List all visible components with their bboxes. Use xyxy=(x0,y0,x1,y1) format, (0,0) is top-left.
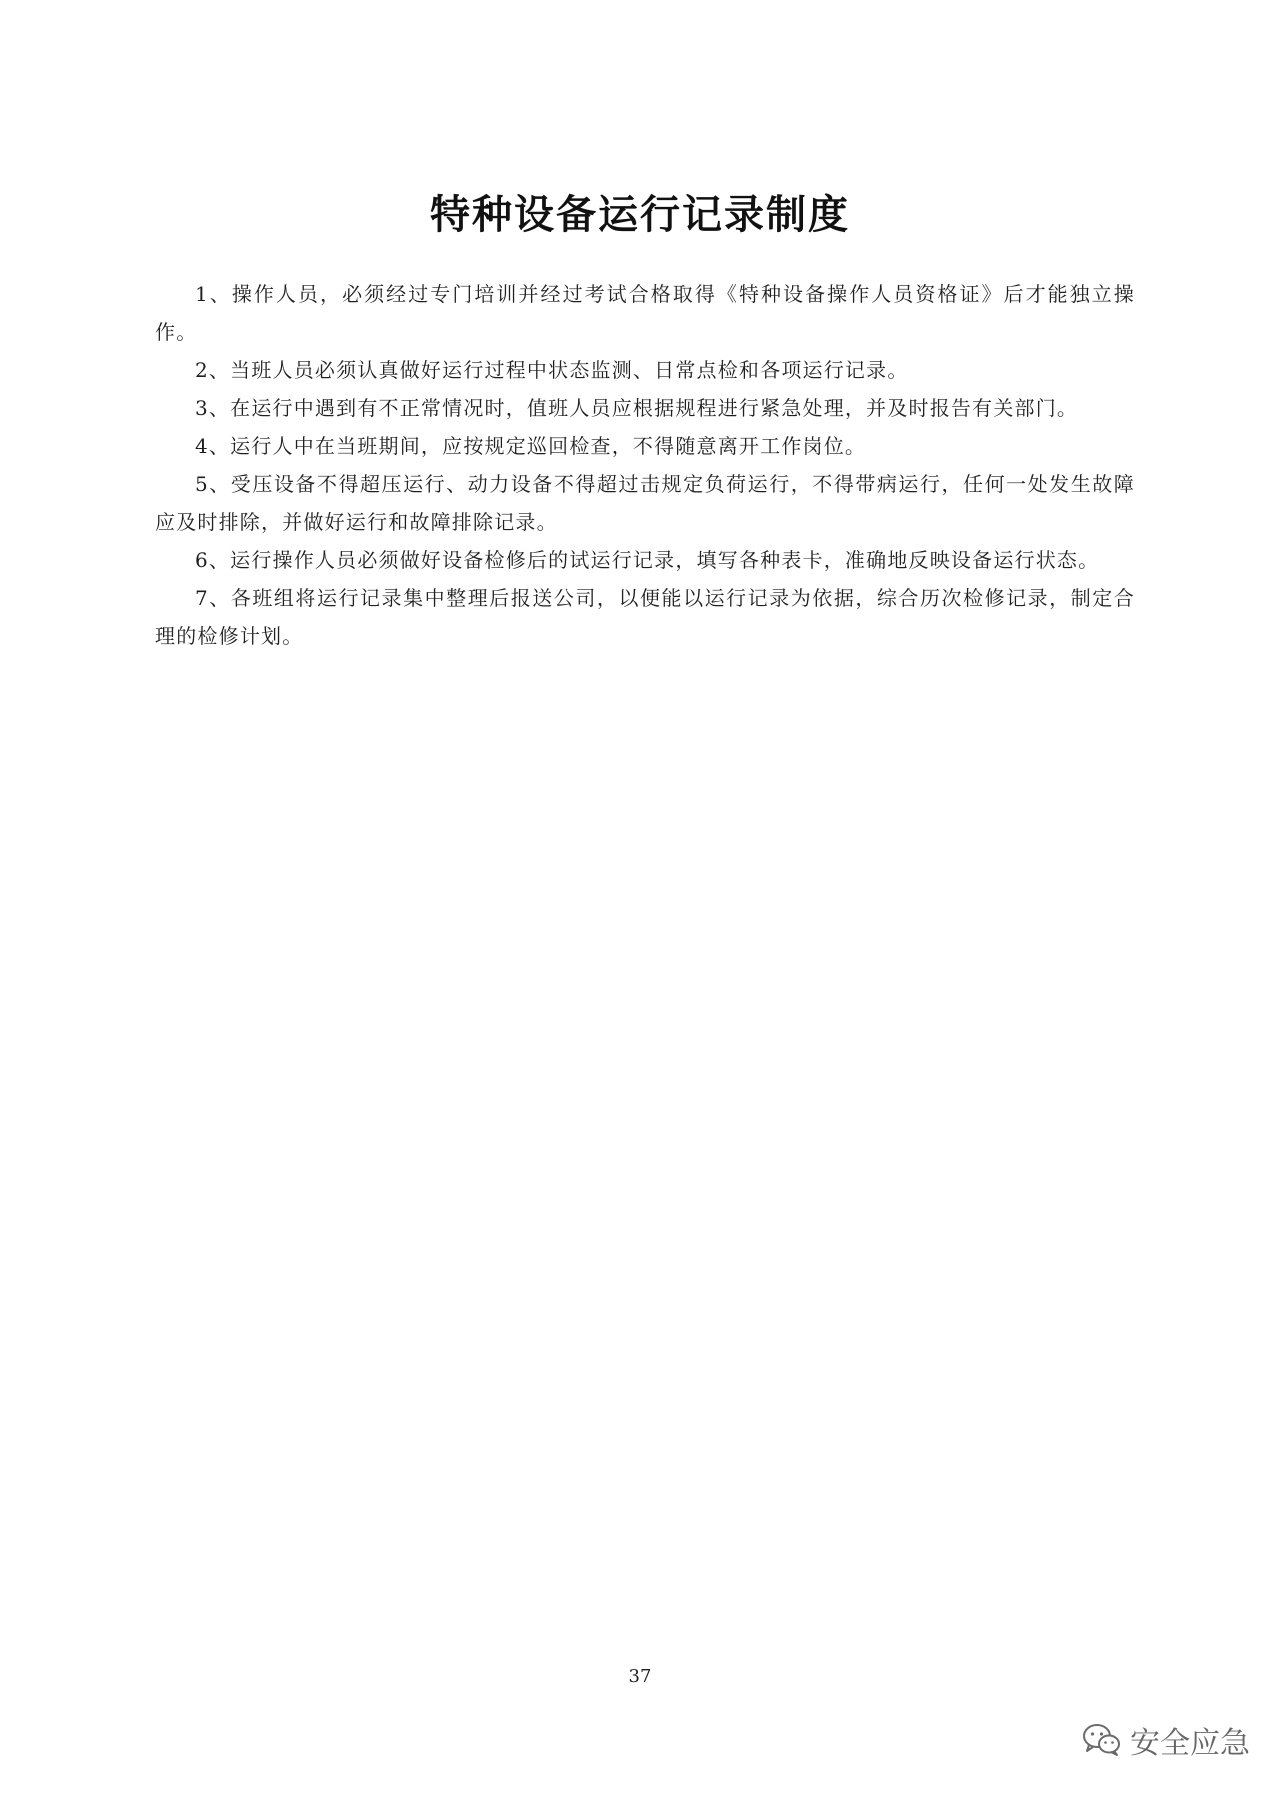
paragraph-7: 7、各班组将运行记录集中整理后报送公司，以便能以运行记录为依据，综合历次检修记录，制定合理的检修计划。 xyxy=(155,586,1135,648)
paragraph-6: 6、运行操作人员必须做好设备检修后的试运行记录，填写各种表卡，准确地反映设备运行状态。 xyxy=(195,548,1100,572)
watermark-text: 安全应急 xyxy=(1130,1726,1250,1761)
watermark xyxy=(1082,1718,1250,1762)
paragraph-2: 2、当班人员必须认真做好运行过程中状态监测、日常点检和各项运行记录。 xyxy=(195,358,909,382)
page-number: 37 xyxy=(628,1666,652,1687)
document-title: 特种设备运行记录制度 xyxy=(430,191,850,238)
paragraph-5: 5、受压设备不得超压运行、动力设备不得超过击规定负荷运行，不得带病运行，任何一处发生故障应及时排除，并做好运行和故障排除记录。 xyxy=(155,472,1135,534)
wechat-icon xyxy=(1082,1723,1122,1757)
paragraph-1: 1、操作人员，必须经过专门培训并经过考试合格取得《特种设备操作人员资格证》后才能独立操作。 xyxy=(155,282,1135,344)
paragraph-3: 3、在运行中遇到有不正常情况时，值班人员应根据规程进行紧急处理，并及时报告有关部门。 xyxy=(195,396,1079,420)
document-body xyxy=(155,275,1135,655)
paragraph-4: 4、运行人中在当班期间，应按规定巡回检查，不得随意离开工作岗位。 xyxy=(195,434,867,458)
